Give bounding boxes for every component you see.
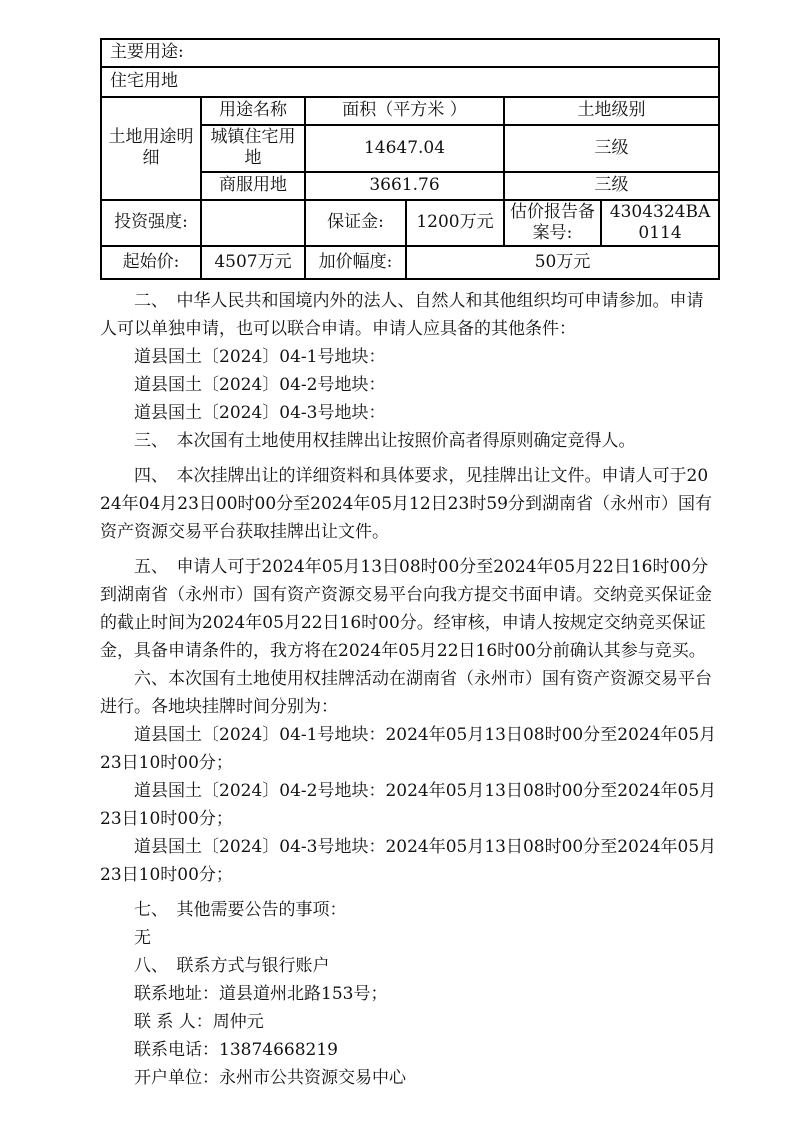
col-use-name-header: 用途名称 xyxy=(201,97,305,125)
account-unit: 开户单位：永州市公共资源交易中心 xyxy=(134,1068,406,1088)
table-row-investment-deposit xyxy=(101,200,719,247)
parcel-04-3-listing-time: 道县国土〔2024〕04-3号地块：2024年05月13日08时00分至2024年05月23日10时00分； xyxy=(100,837,717,885)
parcel-04-1-listing-time: 道县国土〔2024〕04-1号地块：2024年05月13日08时00分至2024年05月23日10时00分； xyxy=(100,725,717,773)
deposit-value-cell: 1200万元 xyxy=(406,200,504,247)
parcel-04-3-condition: 道县国土〔2024〕04-3号地块： xyxy=(134,403,386,423)
start-price-value-cell: 4507万元 xyxy=(201,246,305,279)
commercial-name-cell: 商服用地 xyxy=(201,172,305,200)
col-area-header: 面积（平方米 ） xyxy=(305,97,504,125)
deposit-label-cell: 保证金: xyxy=(305,200,406,247)
urban-residential-area-cell: 14647.04 xyxy=(305,125,504,172)
land-use-detail-header-cell: 土地用途明细 xyxy=(101,97,201,200)
col-grade-header: 土地级别 xyxy=(504,97,719,125)
other-matters-none: 无 xyxy=(134,928,151,948)
main-use-label-cell: 主要用途: xyxy=(101,39,719,67)
parcel-04-2-listing-time: 道县国土〔2024〕04-2号地块：2024年05月13日08时00分至2024年05月23日10时00分； xyxy=(100,781,717,829)
commercial-grade-cell: 三级 xyxy=(504,172,719,200)
clause-7-other-matters: 七、 其他需要公告的事项： xyxy=(134,900,347,920)
parcel-04-2-condition: 道县国土〔2024〕04-2号地块： xyxy=(134,375,386,395)
table-row-main-use-value xyxy=(101,67,719,97)
increment-value-cell: 50万元 xyxy=(406,246,719,279)
land-info-table xyxy=(100,38,720,280)
contact-phone: 联系电话：13874668219 xyxy=(134,1040,338,1060)
urban-residential-grade-cell: 三级 xyxy=(504,125,719,172)
clause-5-application: 五、 申请人可于2024年05月13日08时00分至2024年05月22日16时00分到湖南省（永州市）国有资产资源交易平台向我方提交书面申请。交纳竞买保证金的截止时间为2024年05月22日16时00分。经审核，申请人按规定交纳竞买保证金，具备申请条件的，我方将在2024年05月22日16时00分前确认其参与竞买。 xyxy=(100,557,712,661)
document-body xyxy=(100,287,718,1092)
investment-intensity-value-cell xyxy=(201,200,305,247)
appraisal-report-no-value-cell: 4304324BA0114 xyxy=(601,200,719,247)
clause-6-listing-platform: 六、本次国有土地使用权挂牌活动在湖南省（永州市）国有资产资源交易平台进行。各地块挂牌时间分别为： xyxy=(100,669,712,717)
main-use-value-cell: 住宅用地 xyxy=(101,67,719,97)
contact-person: 联 系 人：周仲元 xyxy=(134,1012,264,1032)
clause-3-price-rule: 三、 本次国有土地使用权挂牌出让按照价高者得原则确定竞得人。 xyxy=(134,431,636,451)
contact-address: 联系地址：道县道州北路153号； xyxy=(134,984,388,1004)
clause-2-applicants: 二、 中华人民共和国境内外的法人、自然人和其他组织均可申请参加。申请人可以单独申请，也可以联合申请。申请人应具备的其他条件： xyxy=(100,291,704,339)
parcel-04-1-condition: 道县国土〔2024〕04-1号地块： xyxy=(134,347,386,367)
table-row-start-price xyxy=(101,246,719,279)
table-row-detail-header xyxy=(101,97,719,125)
commercial-area-cell: 3661.76 xyxy=(305,172,504,200)
start-price-label-cell: 起始价: xyxy=(101,246,201,279)
increment-label-cell: 加价幅度: xyxy=(305,246,406,279)
clause-4-documents: 四、 本次挂牌出让的详细资料和具体要求，见挂牌出让文件。申请人可于2024年04月23日00时00分至2024年05月12日23时59分到湖南省（永州市）国有资产资源交易平台获取挂牌出让文件。 xyxy=(100,466,712,542)
appraisal-report-no-label-cell: 估价报告备案号: xyxy=(504,200,601,247)
table-row-main-use-label xyxy=(101,39,719,67)
urban-residential-name-cell: 城镇住宅用地 xyxy=(201,125,305,172)
investment-intensity-label-cell: 投资强度: xyxy=(101,200,201,247)
clause-8-contact-header: 八、 联系方式与银行账户 xyxy=(134,956,330,976)
